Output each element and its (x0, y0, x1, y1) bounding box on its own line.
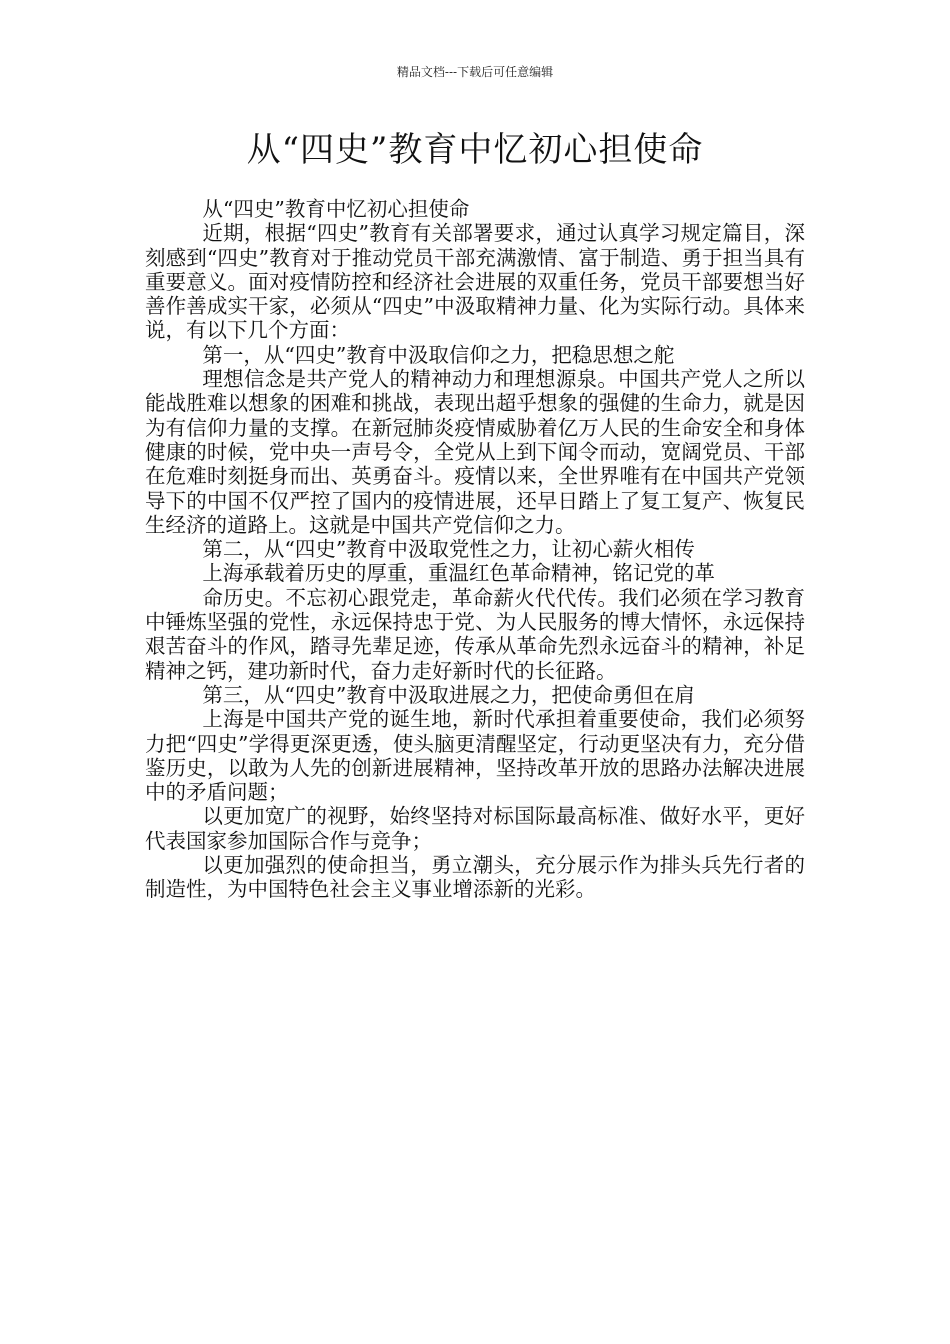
paragraph-faith: 理想信念是共产党人的精神动力和理想源泉。中国共产党人之所以能战胜难以想象的困难和挑战，表现出超乎想象的强健的生命力，就是因为有信仰力量的支撑。在新冠肺炎疫情威胁着亿万人民的生命安全和身体健康的时候，党中央一声号令，全党从上到下闻令而动，宽阔党员、干部在危难时刻挺身而出、英勇奋斗。疫情以来，全世界唯有在中国共产党领导下的中国不仅严控了国内的疫情进展，还早日踏上了复工复产、恢复民生经济的道路上。这就是中国共产党信仰之力。 (145, 367, 805, 537)
paragraph-party-spirit: 命历史。不忘初心跟党走，革命薪火代代传。我们必须在学习教育中锤炼坚强的党性，永远保持忠于党、为人民服务的博大情怀，永远保持艰苦奋斗的作风，踏寻先辈足迹，传承从革命先烈永远奋斗的精神，补足精神之钙，建功新时代，奋力走好新时代的长征路。 (145, 585, 805, 683)
paragraph-shanghai-mission: 上海是中国共产党的诞生地，新时代承担着重要使命，我们必须努力把“四史”学得更深更透，使头脑更清醒坚定，行动更坚决有力，充分借鉴历史，以敢为人先的创新进展精神，坚持改革开放的思路办法解决进展中的矛盾问题； (145, 707, 805, 805)
paragraph-responsibility: 以更加强烈的使命担当，勇立潮头，充分展示作为排头兵先行者的制造性，为中国特色社会主义事业增添新的光彩。 (145, 853, 805, 902)
document-title: 从“四史”教育中忆初心担使命 (246, 130, 704, 170)
section-heading-third: 第三，从“四史”教育中汲取进展之力，把使命勇但在肩 (202, 682, 695, 707)
section-heading-second: 第二，从“四史”教育中汲取党性之力，让初心薪火相传 (202, 537, 695, 562)
document-body (145, 197, 805, 902)
page-header: 精品文档---下载后可任意编辑 (396, 65, 554, 79)
section-heading-first: 第一，从“四史”教育中汲取信仰之力，把稳思想之舵 (202, 342, 675, 367)
paragraph-intro: 近期，根据“四史”教育有关部署要求，通过认真学习规定篇目，深刻感到“四史”教育对于推动党员干部充满激情、富于制造、勇于担当具有重要意义。面对疫情防控和经济社会进展的双重任务，党员干部要想当好善作善成实干家，必须从“四史”中汲取精神力量、化为实际行动。具体来说，有以下几个方面： (145, 221, 805, 343)
paragraph-shanghai-history: 上海承载着历史的厚重，重温红色革命精神，铭记党的革 (202, 561, 715, 586)
paragraph-subtitle: 从“四史”教育中忆初心担使命 (202, 197, 470, 221)
paragraph-vision: 以更加宽广的视野，始终坚持对标国际最高标准、做好水平，更好代表国家参加国际合作与竞争； (145, 804, 805, 853)
